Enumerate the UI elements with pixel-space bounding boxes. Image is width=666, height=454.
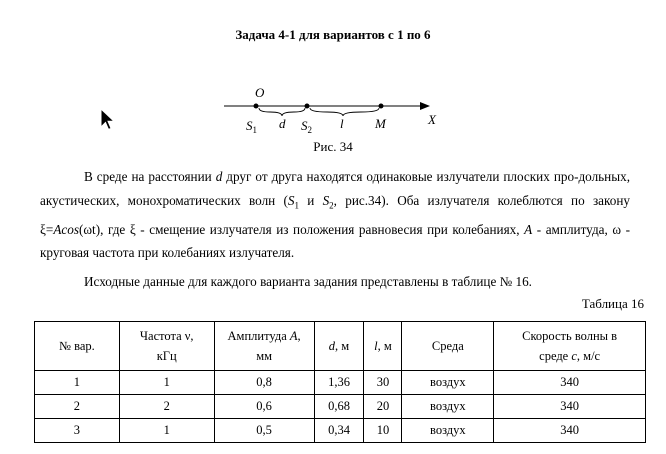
cell-frequency: 2 [119,395,214,419]
header-amplitude: Амплитуда A, мм [214,322,314,371]
label-s1: $S_1$ [246,118,257,135]
cell-medium: воздух [402,419,494,443]
header-medium: Среда [402,322,494,371]
task-title: Задача 4-1 для вариантов с 1 по 6 [235,27,431,42]
cell-medium: воздух [402,395,494,419]
cell-frequency: 1 [119,419,214,443]
cell-d: 0,34 [314,419,364,443]
cell-speed: 340 [494,371,646,395]
label-s2: $S_2$ [301,118,312,135]
cell-speed: 340 [494,419,646,443]
data-intro-paragraph: Исходные данные для каждого варианта задания представлены в таблице № 16. [84,274,532,289]
problem-paragraph: В среде на расстоянии d друг от друга находятся одинаковые излучатели плоских про-дольных, акустических, монохроматических волн ($S_1$ и $S_2$, рис.34). Оба излучателя колеблются по закону ξ=Acos(ωt), где ξ - смещение излучателя из положения равновесия при колебаниях, A - амплитуда, ω - круговая частота при колебаниях излучателя. [40,169,630,261]
table-row [35,371,646,395]
header-l: l, м [364,322,402,371]
variants-table [34,321,646,443]
cell-l: 10 [364,419,402,443]
point-s1 [254,104,259,109]
table-row [35,419,646,443]
label-origin: O [255,85,265,100]
label-m: M [375,116,386,131]
cell-amplitude: 0,5 [214,419,314,443]
cell-l: 30 [364,371,402,395]
brace-d [259,108,305,116]
cell-variant: 1 [35,371,120,395]
label-d: d [279,116,286,131]
brace-l [310,108,379,116]
cell-l: 20 [364,395,402,419]
figure-caption: Рис. 34 [313,139,353,154]
header-speed: Скорость волны в среде c, м/с [494,322,646,371]
cell-speed: 340 [494,395,646,419]
label-l: l [340,116,344,131]
mouse-cursor-icon [100,108,116,132]
table-header-row [35,322,646,371]
header-d: d, м [314,322,364,371]
label-x: X [428,112,436,127]
cell-amplitude: 0,8 [214,371,314,395]
header-variant: № вар. [35,322,120,371]
cell-medium: воздух [402,371,494,395]
cell-frequency: 1 [119,371,214,395]
header-frequency: Частота ν, кГц [119,322,214,371]
cell-d: 0,68 [314,395,364,419]
point-m [379,104,384,109]
cell-variant: 2 [35,395,120,419]
point-s2 [305,104,310,109]
table-row [35,395,646,419]
cell-variant: 3 [35,419,120,443]
table-caption: Таблица 16 [581,296,644,311]
cell-d: 1,36 [314,371,364,395]
cell-amplitude: 0,6 [214,395,314,419]
